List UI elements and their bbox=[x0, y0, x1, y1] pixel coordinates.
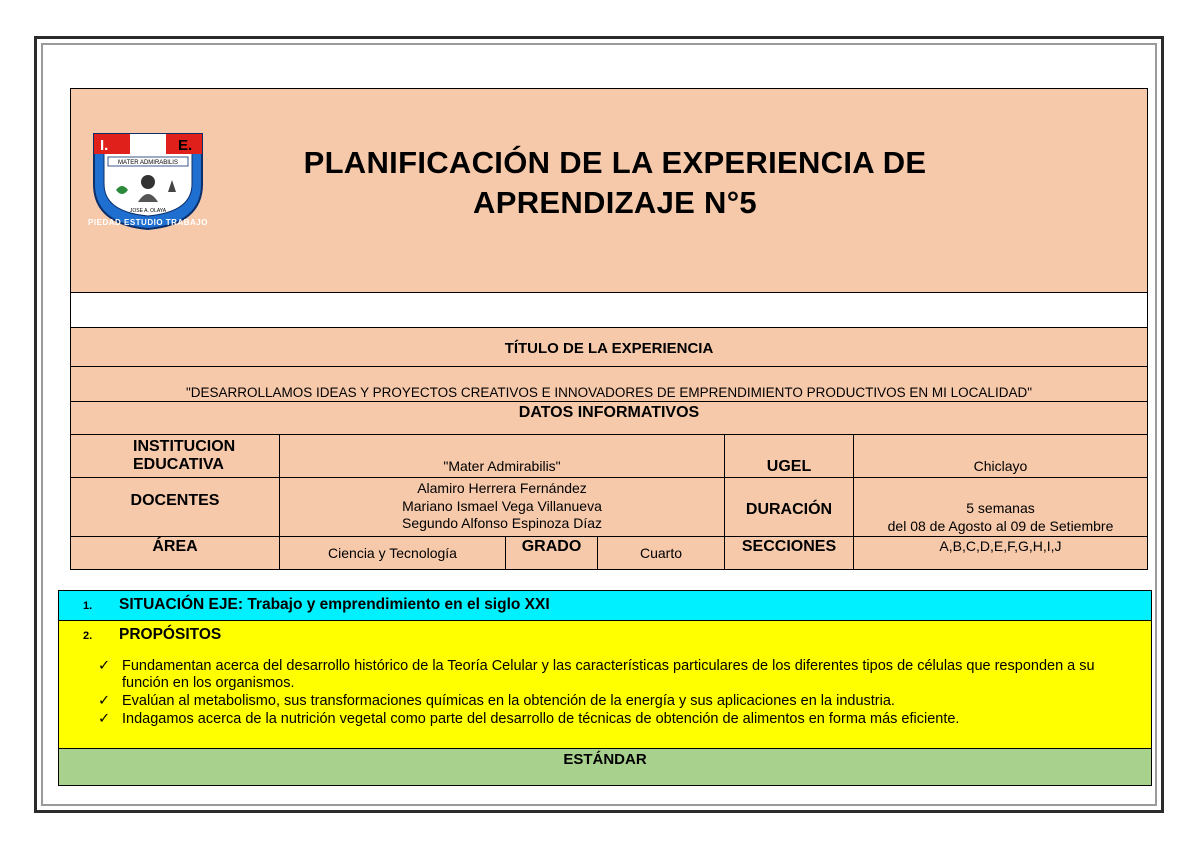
grado-label-cell bbox=[505, 536, 598, 570]
ugel-value: Chiclayo bbox=[973, 458, 1028, 474]
check-icon: ✓ bbox=[98, 693, 111, 709]
docente-name: Alamiro Herrera Fernández bbox=[417, 480, 587, 496]
ugel-label-cell bbox=[724, 434, 854, 478]
proposito-text: Indagamos acerca de la nutrición vegetal como parte del desarrollo de técnicas de obtención de alimentos en forma más eficiente. bbox=[122, 711, 960, 727]
situacion-label: SITUACIÓN EJE: Trabajo y emprendimiento en el siglo XXI bbox=[119, 596, 550, 613]
check-icon: ✓ bbox=[98, 658, 111, 674]
ugel-value-cell bbox=[853, 434, 1148, 478]
area-label: ÁREA bbox=[152, 538, 198, 555]
grado-value: Cuarto bbox=[639, 545, 683, 561]
page-title bbox=[215, 143, 1015, 223]
estandar-row bbox=[58, 748, 1152, 786]
docentes-label: DOCENTES bbox=[130, 492, 220, 509]
experience-title-text: "DESARROLLAMOS IDEAS Y PROYECTOS CREATIVOS E INNOVADORES DE EMPRENDIMIENTO PRODUCTIVOS EN MI LOCALIDAD" bbox=[185, 385, 1032, 400]
grado-value-cell bbox=[597, 536, 725, 570]
title-line-2: APRENDIZAJE N°5 bbox=[473, 185, 757, 220]
blank-row bbox=[70, 292, 1148, 328]
check-icon: ✓ bbox=[98, 711, 111, 727]
duracion-value-2: del 08 de Agosto al 09 de Setiembre bbox=[887, 518, 1114, 534]
experience-title-row bbox=[70, 327, 1148, 367]
title-line-1: PLANIFICACIÓN DE LA EXPERIENCIA DE bbox=[303, 145, 927, 180]
docentes-label-cell bbox=[70, 477, 280, 537]
duracion-value-1: 5 semanas bbox=[966, 500, 1035, 516]
logo-ribbon-text: MATER ADMIRABILIS bbox=[118, 160, 178, 166]
institucion-label-cell bbox=[70, 434, 280, 478]
docentes-value-cell bbox=[279, 477, 725, 537]
proposito-text: Fundamentan acerca del desarrollo histórico de la Teoría Celular y las características particulares de los diferentes tipos de células que responden a su función en los organismos. bbox=[122, 658, 1095, 691]
ugel-label: UGEL bbox=[766, 458, 812, 475]
logo-motto: PIEDAD ESTUDIO TRABAJO bbox=[88, 218, 208, 227]
docente-name: Segundo Alfonso Espinoza Díaz bbox=[401, 515, 603, 531]
proposito-item bbox=[98, 693, 1138, 710]
docente-name: Mariano Ismael Vega Villanueva bbox=[402, 497, 602, 514]
estandar-label: ESTÁNDAR bbox=[563, 751, 647, 768]
institucion-value-cell bbox=[279, 434, 725, 478]
area-value: Ciencia y Tecnología bbox=[328, 545, 457, 561]
secciones-value-cell bbox=[853, 536, 1148, 570]
duracion-value-cell bbox=[853, 477, 1148, 537]
institucion-value: "Mater Admirabilis" bbox=[443, 458, 561, 474]
proposito-item bbox=[98, 711, 1138, 728]
duracion-label: DURACIÓN bbox=[745, 501, 833, 518]
datos-label: DATOS INFORMATIVOS bbox=[518, 404, 700, 421]
logo-founder-text: JOSE A. OLAYA bbox=[129, 208, 167, 214]
institucion-label-2: EDUCATIVA bbox=[133, 456, 224, 473]
logo-left-text: I. bbox=[100, 137, 109, 154]
situacion-row bbox=[58, 590, 1152, 621]
proposito-text: Evalúan al metabolismo, sus transformaciones químicas en la obtención de la energía y sus aplicaciones en la industria. bbox=[122, 693, 895, 709]
area-value-cell bbox=[279, 536, 506, 570]
area-label-cell bbox=[70, 536, 280, 570]
experience-title-label: TÍTULO DE LA EXPERIENCIA bbox=[504, 340, 714, 357]
grado-label: GRADO bbox=[521, 538, 582, 555]
duracion-label-cell bbox=[724, 477, 854, 537]
secciones-label: SECCIONES bbox=[741, 538, 837, 555]
propositos-number: 2. bbox=[83, 630, 93, 642]
experience-row bbox=[70, 366, 1148, 402]
proposito-item bbox=[98, 658, 1138, 692]
datos-row bbox=[70, 401, 1148, 435]
propositos-label: PROPÓSITOS bbox=[119, 626, 222, 643]
school-logo bbox=[88, 128, 208, 232]
situacion-number: 1. bbox=[83, 600, 93, 612]
logo-right-text: E. bbox=[178, 137, 193, 154]
secciones-value: A,B,C,D,E,F,G,H,I,J bbox=[939, 538, 1062, 554]
secciones-label-cell bbox=[724, 536, 854, 570]
institucion-label-1: INSTITUCION bbox=[133, 438, 236, 455]
